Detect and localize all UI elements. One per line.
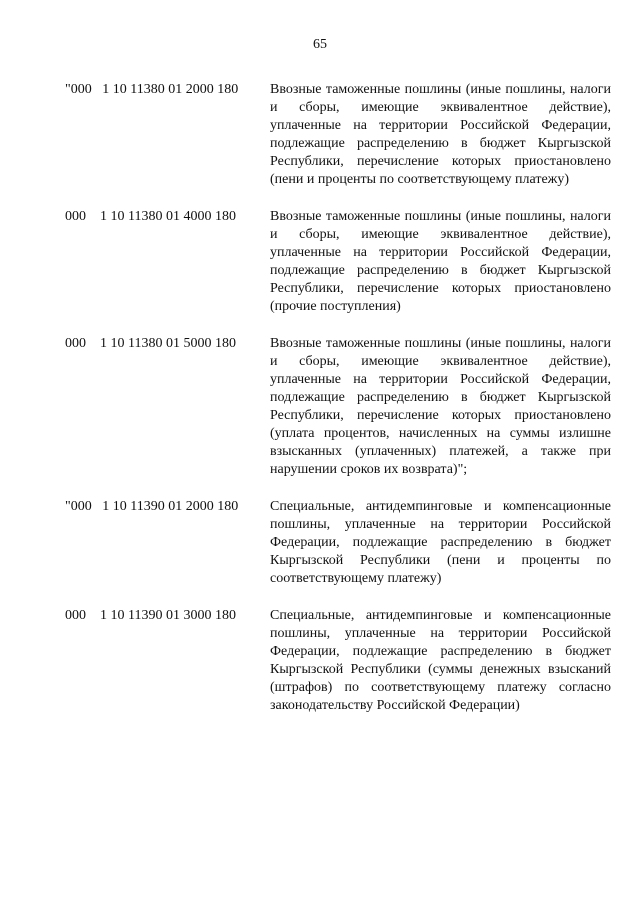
budget-code-description: Специальные, антидемпинговые и компенсационные пошлины, уплаченные на территории Российской Федерации, подлежащие распределению в бюджет Кыргызской Республики (пени и проценты по соответствующему платежу) (270, 499, 611, 586)
budget-code-description: Ввозные таможенные пошлины (иные пошлины, налоги и сборы, имеющие эквивалентное действие), уплаченные на территории Российской Федерации, подлежащие распределению в бюджет Кыргызской Республики, перечисление которых приостановлено (пени и проценты по соответствующему платежу) (270, 82, 611, 187)
budget-code: 000 1 10 11390 01 3000 180 (65, 608, 236, 623)
classification-list (65, 81, 613, 734)
budget-code: 000 1 10 11380 01 4000 180 (65, 209, 236, 224)
budget-code: 000 1 10 11380 01 5000 180 (65, 336, 236, 351)
budget-code: "000 1 10 11380 01 2000 180 (65, 82, 239, 97)
budget-code-description: Ввозные таможенные пошлины (иные пошлины, налоги и сборы, имеющие эквивалентное действие), уплаченные на территории Российской Федерации, подлежащие распределению в бюджет Кыргызской Республики, перечисление которых приостановлено (уплата процентов, начисленных на суммы излишне взысканных (уплаченных) платежей, а также при нарушении сроков их возврата)"; (270, 336, 611, 477)
classification-entry (65, 208, 613, 316)
classification-entry (65, 607, 613, 715)
classification-entry (65, 81, 613, 189)
budget-code: "000 1 10 11390 01 2000 180 (65, 499, 239, 514)
budget-code-description: Специальные, антидемпинговые и компенсационные пошлины, уплаченные на территории Российской Федерации, подлежащие распределению в бюджет Кыргызской Республики (суммы денежных взысканий (штрафов) по соответствующему платежу согласно законодательству Российской Федерации) (270, 608, 611, 713)
page-number: 65 (313, 37, 327, 52)
budget-code-description: Ввозные таможенные пошлины (иные пошлины, налоги и сборы, имеющие эквивалентное действие), уплаченные на территории Российской Федерации, подлежащие распределению в бюджет Кыргызской Республики, перечисление которых приостановлено (прочие поступления) (270, 209, 611, 314)
classification-entry (65, 498, 613, 588)
classification-entry (65, 335, 613, 479)
